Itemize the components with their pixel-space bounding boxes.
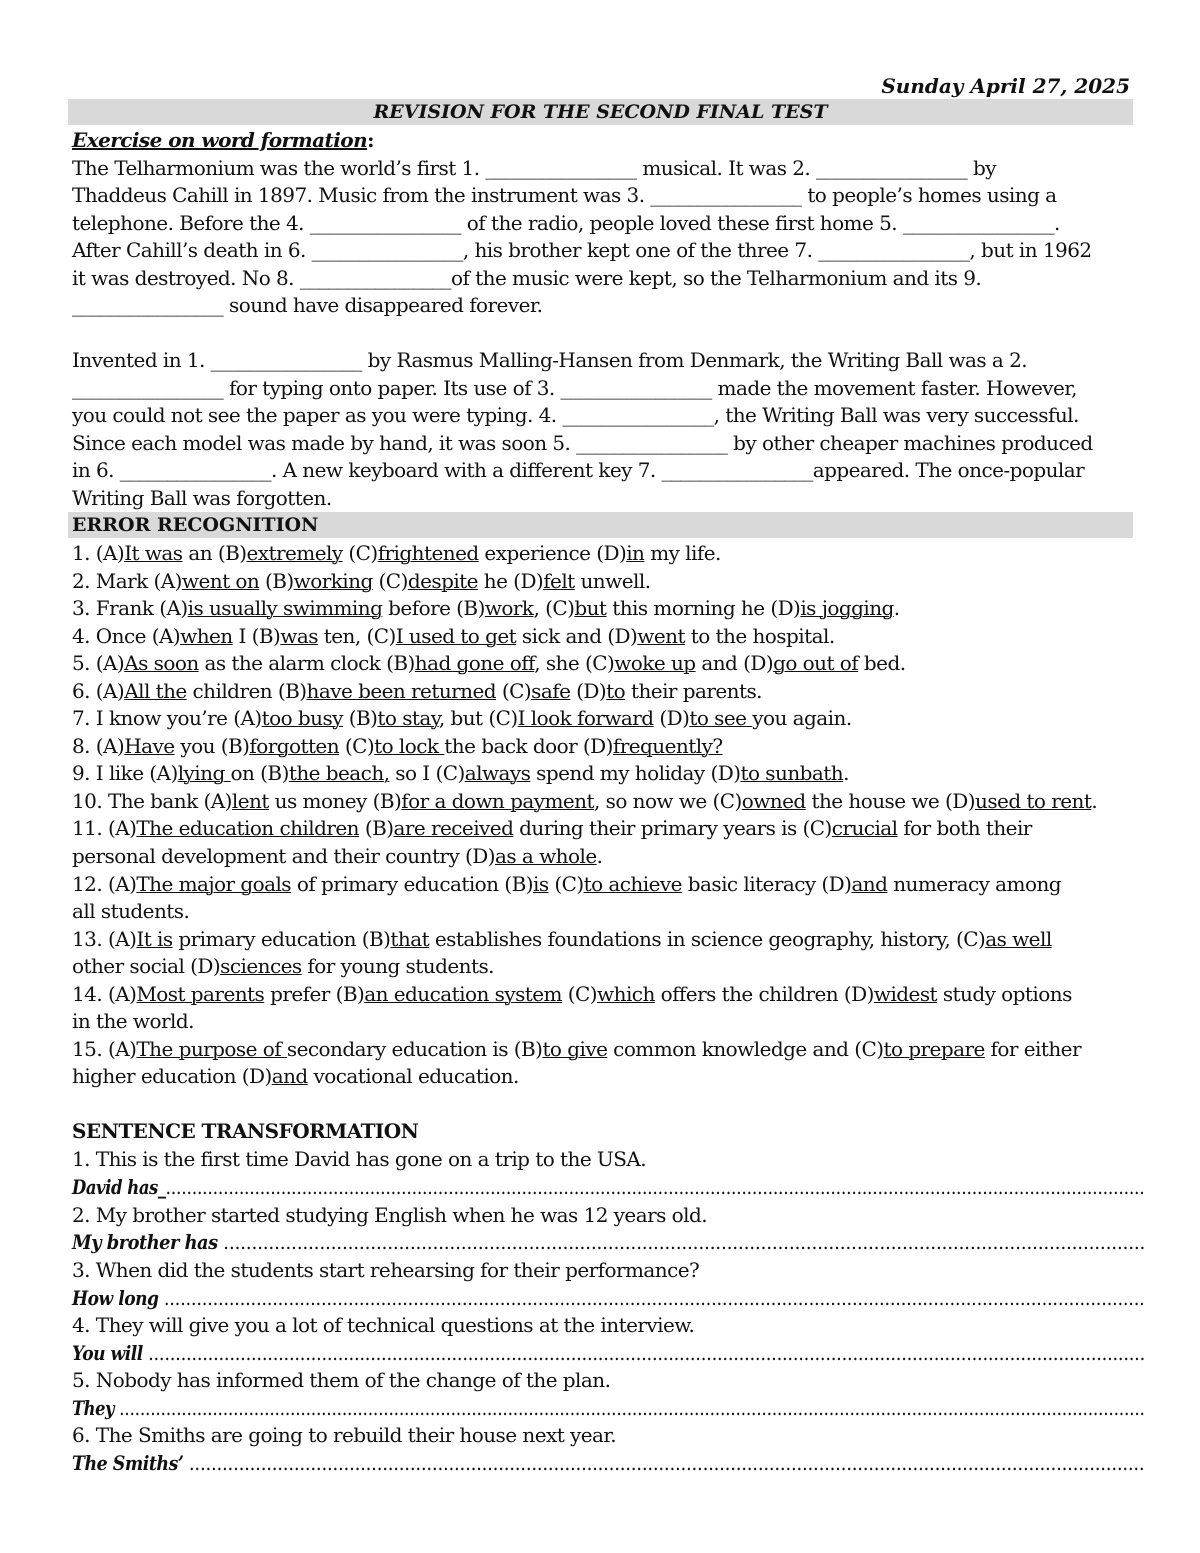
question-text: 8. (A): [72, 734, 125, 758]
passage1-line: Thaddeus Cahill in 1897. Music from the instrument was 3. ________________ to people’s homes using a: [72, 183, 1057, 207]
question-text: numeracy among: [887, 872, 1062, 896]
question-text: 6. (A): [72, 679, 125, 703]
question-9: [72, 760, 849, 787]
underlined-option: lent: [231, 789, 269, 813]
question-text: You will: [72, 1341, 149, 1365]
question-text: (C): [339, 734, 375, 758]
question-text: bed.: [858, 651, 906, 675]
question-text: David has_: [72, 1175, 166, 1199]
question-text: ten, (C): [317, 624, 396, 648]
question-text: (B): [359, 816, 394, 840]
word-formation-heading: Exercise on word formation: [72, 128, 368, 152]
title-band: [68, 99, 1133, 125]
question-text: us money (B): [268, 789, 402, 813]
question-text: unwell.: [574, 569, 651, 593]
question-text: .............................................................................................................................................................................: [189, 1451, 1145, 1475]
underlined-option: frightened: [377, 541, 479, 565]
underlined-option: safe: [531, 679, 571, 703]
question-text: , so now we (C): [593, 789, 742, 813]
question-7: [72, 705, 852, 732]
transform-question-3: 3. When did the students start rehearsing for their performance?: [72, 1258, 700, 1282]
passage1-line: The Telharmonium was the world’s first 1. ________________ musical. It was 2. ________________ by: [72, 156, 997, 180]
passage1-line: After Cahill’s death in 6. ________________, his brother kept one of the three 7. ________________, but in 1962: [72, 238, 1092, 262]
underlined-option: frequently?: [612, 734, 723, 758]
question-text: They: [72, 1396, 120, 1420]
passage1-line: it was destroyed. No 8. ________________of the music were kept, so the Telharmonium and its 9.: [72, 266, 982, 290]
passage2-line: Invented in 1. ________________ by Rasmus Malling-Hansen from Denmark, the Writing Ball was a 2.: [72, 348, 1028, 372]
transform-question-2: 2. My brother started studying English when he was 12 years old.: [72, 1203, 708, 1227]
underlined-option: and: [851, 872, 888, 896]
question-text: he (D): [477, 569, 544, 593]
underlined-option: owned: [741, 789, 806, 813]
page-title: REVISION FOR THE SECOND FINAL TEST: [373, 101, 828, 123]
underlined-option: had gone off: [414, 651, 535, 675]
question-text: My brother has: [72, 1230, 224, 1254]
transform-answer-1[interactable]: [72, 1174, 1145, 1201]
underlined-option: working: [293, 569, 373, 593]
question-6: [72, 678, 762, 705]
underlined-option: The major goals: [136, 872, 292, 896]
transform-answer-4[interactable]: [72, 1340, 1145, 1367]
question-text: the house we (D): [805, 789, 976, 813]
question-text: as the alarm clock (B): [198, 651, 415, 675]
question-text: 10. The bank (A): [72, 789, 232, 813]
question-text: secondary education is (B): [286, 1037, 543, 1061]
underlined-option: in: [626, 541, 645, 565]
underlined-option: felt: [543, 569, 575, 593]
question-text: (C): [342, 541, 378, 565]
question-text: of primary education (B): [291, 872, 533, 896]
question-text: establishes foundations in science geography, history, (C): [429, 927, 986, 951]
question-text: you (B): [174, 734, 250, 758]
question-14: [72, 981, 1072, 1008]
underlined-option: to prepare: [883, 1037, 985, 1061]
word-formation-heading-line: [72, 127, 374, 154]
question-13: [72, 926, 1052, 953]
underlined-option: are received: [393, 816, 514, 840]
question-text: on (B): [230, 761, 289, 785]
question-text: (B): [342, 706, 378, 730]
underlined-option: I look forward: [517, 706, 654, 730]
question-text: for either: [984, 1037, 1081, 1061]
underlined-option: to give: [542, 1037, 608, 1061]
underlined-option: to stay: [377, 706, 439, 730]
question-11: [72, 815, 1032, 842]
underlined-option: went: [637, 624, 685, 648]
question-text: , but (C): [438, 706, 518, 730]
underlined-option: always: [464, 761, 531, 785]
underlined-option: Have: [124, 734, 175, 758]
question-text: .: [596, 844, 603, 868]
underlined-option: to lock: [374, 734, 445, 758]
question-text: other social (D): [72, 954, 221, 978]
underlined-option: but: [574, 596, 607, 620]
question-text: the back door (D): [444, 734, 613, 758]
underlined-option: for a down payment: [401, 789, 594, 813]
question-text: 7. I know you’re (A): [72, 706, 262, 730]
question-text: vocational education.: [307, 1064, 519, 1088]
question-text: 15. (A): [72, 1037, 137, 1061]
underlined-option: is jogging: [800, 596, 894, 620]
question-text: study options: [937, 982, 1072, 1006]
question-text: (C): [496, 679, 532, 703]
question-text: ......................................................................................................................................................................................................: [119, 1396, 1145, 1420]
passage1-line: telephone. Before the 4. ________________ of the radio, people loved these first home 5. ________________.: [72, 211, 1060, 235]
underlined-option: an education system: [364, 982, 562, 1006]
question-15: [72, 1036, 1081, 1063]
question-1: [72, 540, 721, 567]
question-text: ...................................................................................................................................................................: [223, 1230, 1146, 1254]
question-13-cont: [72, 953, 494, 980]
question-text: children (B): [186, 679, 307, 703]
question-text: an (B): [182, 541, 247, 565]
underlined-option: crucial: [831, 816, 898, 840]
question-text: 14. (A): [72, 982, 137, 1006]
question-text: , (C): [533, 596, 575, 620]
underlined-option: went on: [181, 569, 260, 593]
transform-answer-2[interactable]: [72, 1229, 1145, 1256]
underlined-option: to achieve: [583, 872, 682, 896]
underlined-option: is: [532, 872, 549, 896]
question-text: and (D): [695, 651, 774, 675]
question-text: 4. Once (A): [72, 624, 181, 648]
question-text: ........................................................................................................................................................................................: [148, 1341, 1146, 1365]
passage2-line: ________________ for typing onto paper. Its use of 3. ________________ made the movement faster. However,: [72, 376, 1077, 400]
underlined-option: woke up: [614, 651, 696, 675]
passage2-line: you could not see the paper as you were typing. 4. ________________, the Writing Ball was very successful.: [72, 403, 1079, 427]
heading-colon: :: [367, 128, 374, 152]
question-text: basic literacy (D): [681, 872, 852, 896]
question-text: before (B): [382, 596, 485, 620]
underlined-option: to sunbath: [740, 761, 844, 785]
question-text: common knowledge and (C): [607, 1037, 884, 1061]
question-text: experience (D): [478, 541, 627, 565]
passage2-line: in 6. ________________. A new keyboard with a different key 7. ________________appeared. The once-popular: [72, 458, 1085, 482]
passage2-line: Writing Ball was forgotten.: [72, 486, 332, 510]
question-text: How long: [72, 1286, 164, 1310]
underlined-option: As soon: [124, 651, 199, 675]
transform-answer-5[interactable]: [72, 1395, 1145, 1422]
underlined-option: work: [484, 596, 534, 620]
transform-question-6: 6. The Smiths are going to rebuild their house next year.: [72, 1423, 617, 1447]
question-text: for both their: [897, 816, 1032, 840]
underlined-option: that: [390, 927, 430, 951]
underlined-option: forgotten: [249, 734, 340, 758]
underlined-option: as a whole: [495, 844, 597, 868]
underlined-option: despite: [407, 569, 478, 593]
question-text: 5. (A): [72, 651, 125, 675]
question-text: (C): [561, 982, 598, 1006]
passage1-line: ________________ sound have disappeared forever.: [72, 293, 543, 317]
underlined-option: The purpose of: [136, 1037, 287, 1061]
transform-answer-6[interactable]: [72, 1450, 1145, 1477]
question-text: (D): [570, 679, 607, 703]
question-15-cont: [72, 1063, 519, 1090]
question-text: 11. (A): [72, 816, 137, 840]
question-text: (C): [548, 872, 584, 896]
question-text: offers the children (D): [654, 982, 874, 1006]
error-recognition-band: [68, 512, 1133, 538]
error-recognition-heading: ERROR RECOGNITION: [72, 514, 319, 536]
question-5: [72, 650, 906, 677]
question-text: this morning he (D): [606, 596, 801, 620]
question-10: [72, 788, 1097, 815]
underlined-option: to: [606, 679, 626, 703]
underlined-option: widest: [873, 982, 938, 1006]
question-text: (B): [259, 569, 294, 593]
question-text: 12. (A): [72, 872, 137, 896]
question-text: prefer (B): [264, 982, 365, 1006]
question-text: .....................................................................................................................................................................................: [163, 1286, 1145, 1310]
underlined-option: used to rent: [975, 789, 1092, 813]
question-3: [72, 595, 900, 622]
underlined-option: The education children: [136, 816, 360, 840]
question-text: during their primary years is (C): [513, 816, 832, 840]
question-text: .: [1091, 789, 1098, 813]
underlined-option: when: [180, 624, 233, 648]
question-14-cont: in the world.: [72, 1009, 194, 1033]
underlined-option: lying: [177, 761, 231, 785]
underlined-option: have been returned: [306, 679, 497, 703]
question-text: 3. Frank (A): [72, 596, 188, 620]
underlined-option: and: [271, 1064, 308, 1088]
transform-answer-3[interactable]: [72, 1285, 1145, 1312]
underlined-option: I used to get: [395, 624, 517, 648]
question-text: ...........................................................................................................................................................................................: [165, 1175, 1145, 1199]
question-text: sick and (D): [516, 624, 638, 648]
question-12-cont: all students.: [72, 899, 190, 923]
question-text: higher education (D): [72, 1064, 272, 1088]
underlined-option: All the: [124, 679, 187, 703]
question-text: their parents.: [625, 679, 762, 703]
question-text: 9. I like (A): [72, 761, 178, 785]
question-text: primary education (B): [172, 927, 391, 951]
question-text: (C): [372, 569, 408, 593]
question-text: personal development and their country (D): [72, 844, 495, 868]
question-text: to the hospital.: [684, 624, 835, 648]
question-text: spend my holiday (D): [530, 761, 741, 785]
question-text: The Smiths’: [72, 1451, 190, 1475]
underlined-option: too busy: [261, 706, 343, 730]
underlined-option: to see: [689, 706, 753, 730]
question-text: I (B): [232, 624, 281, 648]
question-text: .: [893, 596, 900, 620]
underlined-option: Most parents: [136, 982, 265, 1006]
date: Sunday April 27, 2025: [881, 74, 1130, 98]
question-text: you again.: [752, 706, 852, 730]
underlined-option: is usually swimming: [187, 596, 383, 620]
question-text: 2. Mark (A): [72, 569, 182, 593]
question-2: [72, 568, 651, 595]
underlined-option: go out of: [773, 651, 859, 675]
underlined-option: as well: [985, 927, 1052, 951]
question-text: , she (C): [534, 651, 615, 675]
question-4: [72, 623, 835, 650]
question-text: 1. (A): [72, 541, 125, 565]
underlined-option: which: [597, 982, 655, 1006]
underlined-option: was: [280, 624, 318, 648]
sentence-transformation-heading: SENTENCE TRANSFORMATION: [72, 1119, 419, 1143]
question-text: so I (C): [389, 761, 465, 785]
question-12: [72, 871, 1061, 898]
transform-question-1: 1. This is the first time David has gone on a trip to the USA.: [72, 1147, 647, 1171]
question-8: [72, 733, 723, 760]
passage2-line: Since each model was made by hand, it was soon 5. ________________ by other cheaper machines produced: [72, 431, 1093, 455]
question-text: 13. (A): [72, 927, 137, 951]
underlined-option: sciences: [220, 954, 302, 978]
question-text: for young students.: [301, 954, 494, 978]
question-11-cont: [72, 843, 602, 870]
transform-question-4: 4. They will give you a lot of technical questions at the interview.: [72, 1313, 695, 1337]
underlined-option: It was: [124, 541, 183, 565]
underlined-option: the beach,: [288, 761, 390, 785]
question-text: my life.: [644, 541, 721, 565]
transform-question-5: 5. Nobody has informed them of the change of the plan.: [72, 1368, 611, 1392]
question-text: .: [843, 761, 849, 785]
question-text: (D): [653, 706, 690, 730]
underlined-option: extremely: [246, 541, 343, 565]
underlined-option: It is: [136, 927, 173, 951]
